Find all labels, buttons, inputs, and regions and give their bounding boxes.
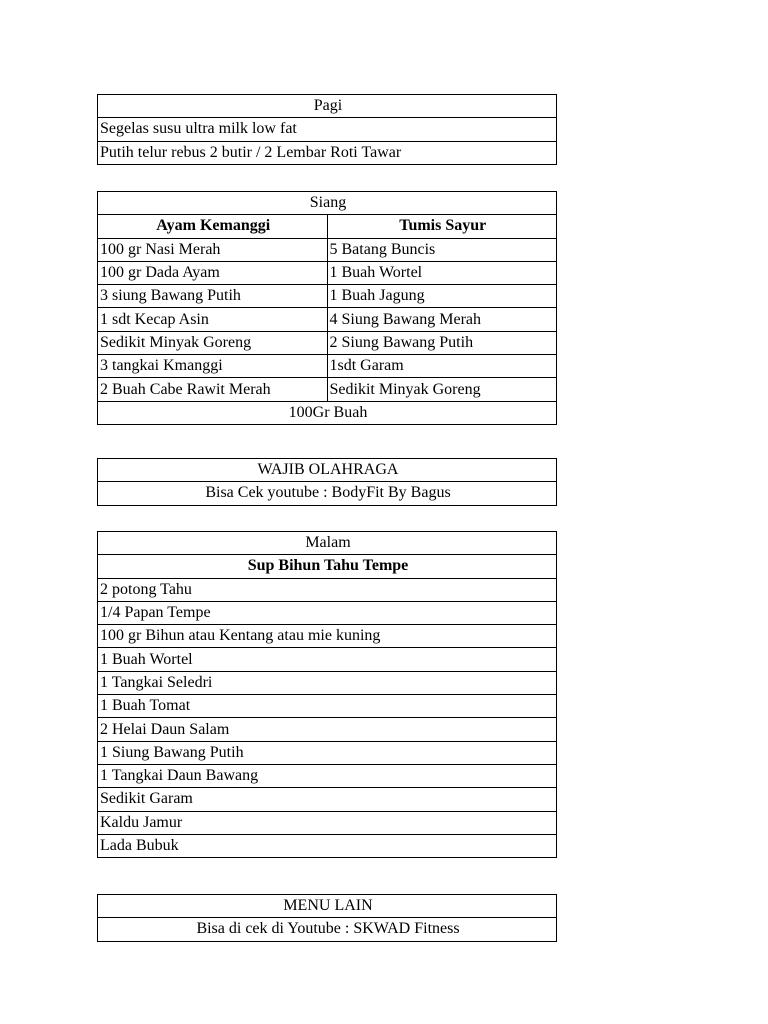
- siang-cell: 4 Siung Bawang Merah: [327, 308, 557, 331]
- siang-header: Siang: [98, 192, 557, 215]
- pagi-header: Pagi: [98, 95, 557, 118]
- siang-cell: 100 gr Dada Ayam: [98, 261, 328, 284]
- siang-column-header: Ayam Kemanggi: [98, 215, 328, 238]
- siang-cell: Sedikit Minyak Goreng: [98, 331, 328, 354]
- malam-row: 100 gr Bihun atau Kentang atau mie kuning: [98, 625, 557, 648]
- pagi-row: Segelas susu ultra milk low fat: [98, 118, 557, 141]
- siang-table: [97, 191, 557, 425]
- siang-cell: 2 Siung Bawang Putih: [327, 331, 557, 354]
- menu-lain-header: MENU LAIN: [98, 895, 557, 918]
- siang-cell: 3 siung Bawang Putih: [98, 285, 328, 308]
- malam-row: 1 Buah Wortel: [98, 648, 557, 671]
- malam-row: 1/4 Papan Tempe: [98, 601, 557, 624]
- pagi-table: [97, 94, 557, 165]
- olahraga-text: Bisa Cek youtube : BodyFit By Bagus: [98, 482, 557, 505]
- malam-row: 1 Tangkai Seledri: [98, 671, 557, 694]
- siang-cell: 3 tangkai Kmanggi: [98, 355, 328, 378]
- siang-cell: 2 Buah Cabe Rawit Merah: [98, 378, 328, 401]
- siang-cell: 1 Buah Jagung: [327, 285, 557, 308]
- pagi-row: Putih telur rebus 2 butir / 2 Lembar Roti Tawar: [98, 141, 557, 164]
- malam-row: 1 Tangkai Daun Bawang: [98, 764, 557, 787]
- malam-header: Malam: [98, 532, 557, 555]
- olahraga-header: WAJIB OLAHRAGA: [98, 459, 557, 482]
- malam-row: 2 potong Tahu: [98, 578, 557, 601]
- siang-cell: Sedikit Minyak Goreng: [327, 378, 557, 401]
- siang-cell: 1sdt Garam: [327, 355, 557, 378]
- malam-table: [97, 531, 557, 858]
- malam-row: Lada Bubuk: [98, 834, 557, 857]
- olahraga-table: [97, 458, 557, 506]
- siang-cell: 1 Buah Wortel: [327, 261, 557, 284]
- malam-row: 1 Buah Tomat: [98, 695, 557, 718]
- siang-column-header: Tumis Sayur: [327, 215, 557, 238]
- siang-cell: 5 Batang Buncis: [327, 238, 557, 261]
- menu-lain-table: [97, 894, 557, 942]
- malam-row: Sedikit Garam: [98, 788, 557, 811]
- siang-footer: 100Gr Buah: [98, 401, 557, 424]
- malam-row: Kaldu Jamur: [98, 811, 557, 834]
- siang-cell: 1 sdt Kecap Asin: [98, 308, 328, 331]
- siang-cell: 100 gr Nasi Merah: [98, 238, 328, 261]
- menu-lain-text: Bisa di cek di Youtube : SKWAD Fitness: [98, 918, 557, 941]
- malam-title: Sup Bihun Tahu Tempe: [98, 555, 557, 578]
- malam-row: 1 Siung Bawang Putih: [98, 741, 557, 764]
- malam-row: 2 Helai Daun Salam: [98, 718, 557, 741]
